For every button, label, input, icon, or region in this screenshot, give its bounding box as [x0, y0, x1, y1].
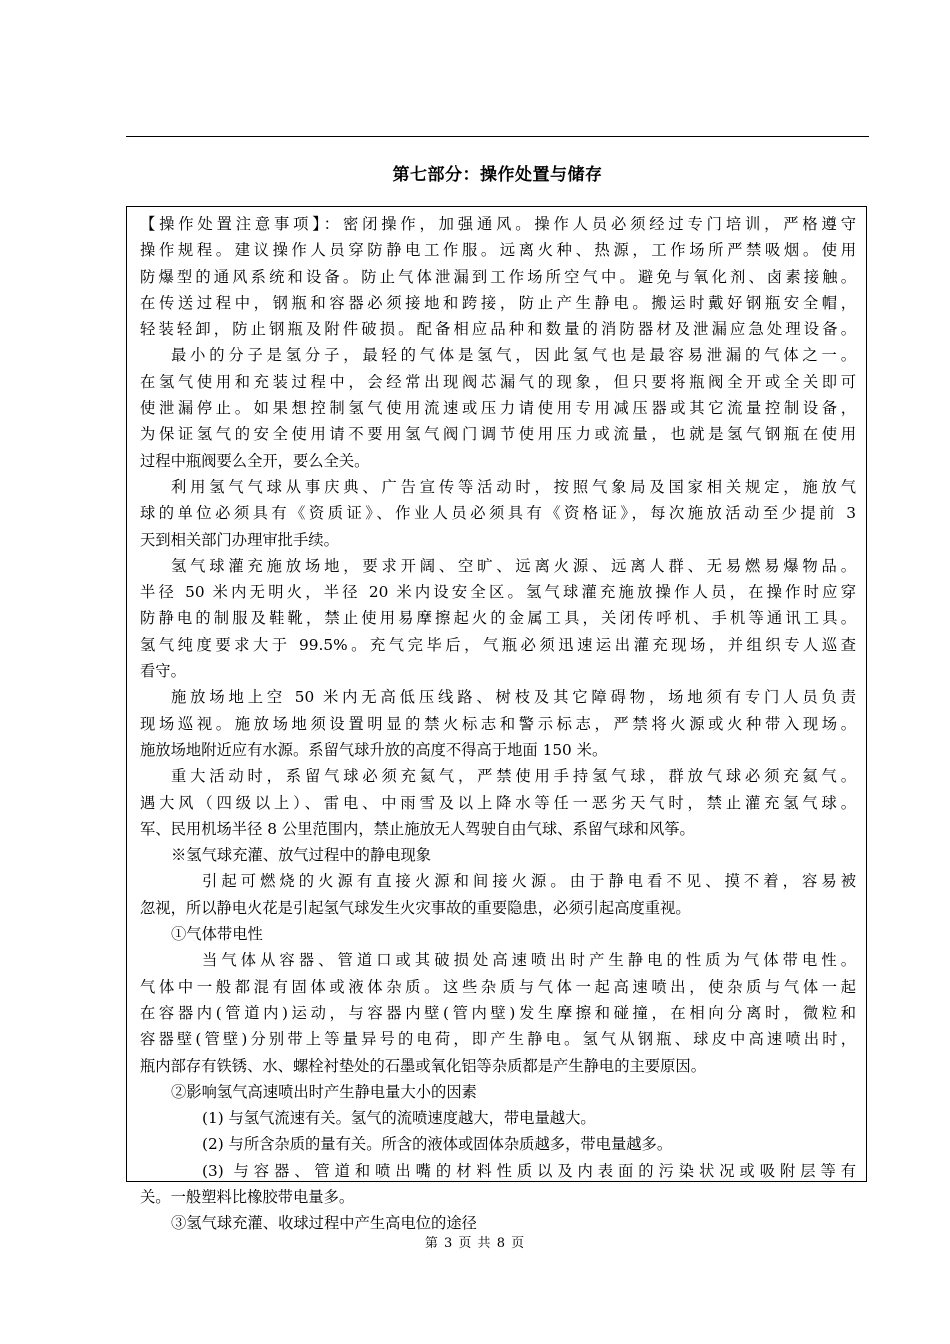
text-line: 在氢气使用和充装过程中，会经常出现阀芯漏气的现象，但只要将瓶阀全开或全关即可	[140, 372, 856, 391]
text-line: (3) 与容器、管道和喷出嘴的材料性质以及内表面的污染状况或吸附层等有	[202, 1161, 856, 1180]
text-line: 氢气球灌充施放场地，要求开阔、空旷、远离火源、远离人群、无易燃易爆物品。	[171, 556, 856, 575]
text-line: 轻装轻卸，防止钢瓶及附件破损。配备相应品种和数量的消防器材及泄漏应急处理设备。	[140, 320, 856, 339]
content-box	[126, 206, 867, 1233]
text-line: ①气体带电性	[171, 925, 263, 944]
page-footer: 第 3 页 共 8 页	[424, 1236, 526, 1251]
text-line: 防静电的制服及鞋靴，禁止使用易摩擦起火的金属工具，关闭传呼机、手机等通讯工具。	[140, 609, 856, 628]
text-line: 过程中瓶阀要么全开，要么全关。	[140, 451, 370, 470]
text-line: 施放场地上空 50 米内无高低压线路、树枝及其它障碍物，场地须有专门人员负责	[171, 688, 856, 707]
text-line: (2) 与所含杂质的量有关。所含的液体或固体杂质越多，带电量越多。	[202, 1135, 673, 1154]
text-line: 使泄漏停止。如果想控制氢气使用流速或压力请使用专用减压器或其它流量控制设备，	[140, 399, 856, 418]
text-line: 操作规程。建议操作人员穿防静电工作服。远离火种、热源，工作场所严禁吸烟。使用	[140, 241, 856, 260]
text-line: ②影响氢气高速喷出时产生静电量大小的因素	[171, 1082, 477, 1101]
text-line: 气体中一般都混有固体或液体杂质。这些杂质与气体一起高速喷出，使杂质与气体一起	[140, 977, 856, 996]
text-line: 看守。	[140, 662, 186, 681]
section-title: 第七部分：操作处置与储存	[392, 165, 603, 185]
text-line: 当气体从容器、管道口或其破损处高速喷出时产生静电的性质为气体带电性。	[202, 951, 856, 970]
text-line: (1) 与氢气流速有关。氢气的流喷速度越大，带电量越大。	[202, 1109, 596, 1128]
text-line: 氢气纯度要求大于 99.5%。充气完毕后，气瓶必须迅速运出灌充现场，并组织专人巡查	[140, 635, 856, 654]
text-line: 为保证氢气的安全使用请不要用氢气阀门调节使用压力或流量，也就是氢气钢瓶在使用	[140, 425, 856, 444]
header-rule	[126, 136, 869, 137]
text-line: 引起可燃烧的火源有直接火源和间接火源。由于静电看不见、摸不着，容易被	[202, 872, 856, 891]
text-line: 瓶内部存有铁锈、水、螺栓衬垫处的石墨或氧化铝等杂质都是产生静电的主要原因。	[140, 1056, 706, 1075]
text-line: 关。一般塑料比橡胶带电量多。	[140, 1187, 355, 1206]
text-line: 忽视，所以静电火花是引起氢气球发生火灾事故的重要隐患，必须引起高度重视。	[140, 898, 691, 917]
text-line: 半径 50 米内无明火，半径 20 米内设安全区。氢气球灌充施放操作人员，在操作时应穿	[140, 583, 856, 602]
text-line: 最小的分子是氢分子，最轻的气体是氢气，因此氢气也是最容易泄漏的气体之一。	[171, 346, 856, 365]
text-line: 【操作处置注意事项】：密闭操作，加强通风。操作人员必须经过专门培训，严格遵守	[140, 215, 856, 233]
text-line: 防爆型的通风系统和设备。防止气体泄漏到工作场所空气中。避免与氧化剂、卤素接触。	[140, 267, 856, 286]
text-line: 施放场地附近应有水源。系留气球升放的高度不得高于地面 150 米。	[140, 740, 608, 759]
text-line: 遇大风（四级以上）、雷电、中雨雪及以上降水等任一恶劣天气时，禁止灌充氢气球。	[140, 793, 856, 812]
text-line: 天到相关部门办理审批手续。	[140, 530, 339, 549]
text-line: ③氢气球充灌、收球过程中产生高电位的途径	[171, 1214, 477, 1233]
text-line: 利用氢气气球从事庆典、广告宣传等活动时，按照气象局及国家相关规定，施放气	[171, 477, 856, 496]
text-line: 容器壁(管壁)分别带上等量异号的电荷，即产生静电。氢气从钢瓶、球皮中高速喷出时，	[140, 1030, 856, 1049]
text-line: 在容器内(管道内)运动，与容器内壁(管内壁)发生摩擦和碰撞，在相向分离时，微粒和	[140, 1003, 856, 1022]
text-line: 重大活动时，系留气球必须充氦气，严禁使用手持氢气球，群放气球必须充氦气。	[171, 767, 856, 786]
text-line: 军、民用机场半径 8 公里范围内，禁止施放无人驾驶自由气球、系留气球和风筝。	[140, 819, 695, 838]
text-line: 现场巡视。施放场地须设置明显的禁火标志和警示标志，严禁将火源或火种带入现场。	[140, 714, 856, 733]
text-line: 在传送过程中，钢瓶和容器必须接地和跨接，防止产生静电。搬运时戴好钢瓶安全帽，	[140, 293, 856, 312]
text-line: 球的单位必须具有《资质证》、作业人员必须具有《资格证》，每次施放活动至少提前 3	[140, 504, 856, 523]
text-line: ※氢气球充灌、放气过程中的静电现象	[171, 846, 432, 865]
